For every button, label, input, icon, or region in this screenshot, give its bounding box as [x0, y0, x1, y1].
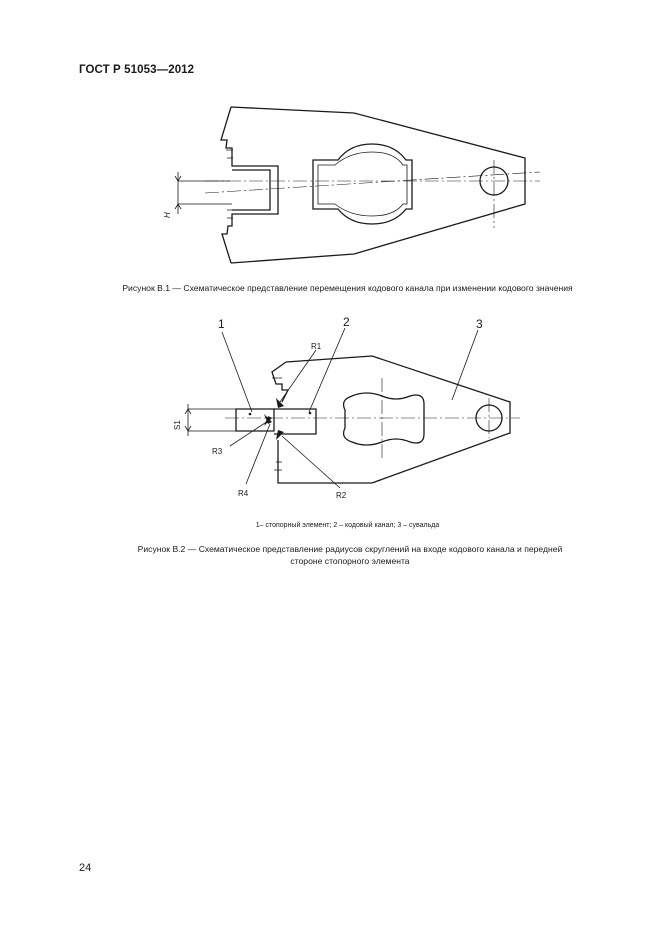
- center-window-2: [344, 393, 424, 445]
- label-s1: S1: [173, 420, 182, 430]
- dimension-s1: [188, 404, 236, 436]
- figure-b1-caption: Рисунок В.1 — Схематическое представление перемещения кодового канала при изменении кодового значения: [122, 283, 573, 293]
- leader-r1: [280, 350, 316, 402]
- label-r3: R3: [212, 447, 223, 456]
- label-r2: R2: [336, 491, 347, 500]
- page-number: 24: [79, 862, 92, 874]
- label-3: 3: [476, 317, 483, 331]
- label-r4: R4: [238, 489, 249, 498]
- leader-2: [309, 328, 345, 412]
- figure-b2-caption: [70, 543, 630, 567]
- label-2: 2: [343, 315, 350, 329]
- figure-b2-legend: 1– стопорный элемент; 2 – кодовый канал; 3 – сувальда: [255, 522, 440, 529]
- dimension-h-label: H: [163, 212, 172, 218]
- lever2-left-edge: [272, 362, 288, 402]
- label-r1: R1: [311, 342, 322, 351]
- figure-b2-caption-line1: Рисунок В.2 — Схематическое представление радиусов скруглений на входе кодового канала и передней: [137, 544, 563, 554]
- figure-b2-caption-line2: стороне стопорного элемента: [290, 556, 410, 566]
- document-header: ГОСТ Р 51053—2012: [79, 64, 195, 76]
- leader-r2: [282, 436, 340, 488]
- leader-1: [222, 332, 252, 412]
- label-1: 1: [218, 317, 225, 331]
